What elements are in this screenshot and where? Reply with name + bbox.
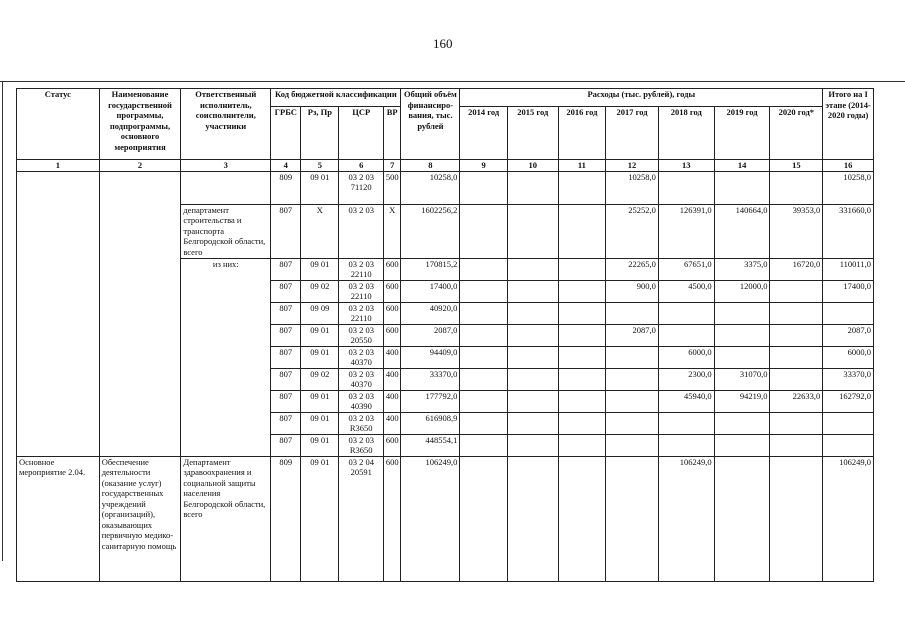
vr-cell: Х — [383, 204, 401, 258]
stage-total-cell: 162792,0 — [823, 390, 874, 412]
year-2020-cell — [770, 456, 823, 581]
rzpr-cell: 09 01 — [301, 171, 339, 204]
vr-cell: 600 — [383, 324, 401, 346]
year-2016-cell — [558, 390, 606, 412]
year-2017-cell — [606, 368, 659, 390]
vr-cell: 600 — [383, 302, 401, 324]
year-2017-cell — [606, 302, 659, 324]
year-2020-cell: 16720,0 — [770, 258, 823, 280]
grbs-cell: 809 — [271, 171, 301, 204]
csr-cell: 03 2 03 40370 — [339, 346, 383, 368]
header-year: 2015 год — [507, 107, 558, 160]
year-2015-cell — [507, 434, 558, 456]
csr-cell: 03 2 03 22110 — [339, 280, 383, 302]
total-volume-cell: 106249,0 — [401, 456, 460, 581]
table-row — [17, 171, 874, 204]
csr-cell: 03 2 03 R3650 — [339, 412, 383, 434]
executor-cell: департамент строительства и транспорта Белгородской области, всего — [181, 204, 271, 258]
column-number: 7 — [383, 160, 401, 172]
stage-total-cell: 106249,0 — [823, 456, 874, 581]
year-2017-cell — [606, 456, 659, 581]
total-volume-cell: 1602256,2 — [401, 204, 460, 258]
rzpr-cell: 09 02 — [301, 280, 339, 302]
year-2014-cell — [460, 171, 508, 204]
year-2014-cell — [460, 258, 508, 280]
year-2019-cell — [714, 412, 770, 434]
column-number: 14 — [714, 160, 770, 172]
year-2018-cell: 45940,0 — [658, 390, 714, 412]
year-2015-cell — [507, 302, 558, 324]
year-2018-cell: 6000,0 — [658, 346, 714, 368]
grbs-cell: 807 — [271, 324, 301, 346]
rzpr-cell: 09 02 — [301, 368, 339, 390]
year-2017-cell: 2087,0 — [606, 324, 659, 346]
year-2015-cell — [507, 280, 558, 302]
name-cell — [99, 171, 181, 456]
total-volume-cell: 33370,0 — [401, 368, 460, 390]
status-cell — [17, 171, 100, 456]
year-2019-cell — [714, 456, 770, 581]
stage-total-cell — [823, 434, 874, 456]
vr-cell: 500 — [383, 171, 401, 204]
column-number: 8 — [401, 160, 460, 172]
header-grbs: ГРБС — [271, 107, 301, 160]
csr-cell: 03 2 03 20550 — [339, 324, 383, 346]
year-2015-cell — [507, 412, 558, 434]
column-number: 10 — [507, 160, 558, 172]
grbs-cell: 807 — [271, 434, 301, 456]
rzpr-cell: 09 09 — [301, 302, 339, 324]
year-2016-cell — [558, 204, 606, 258]
year-2019-cell — [714, 171, 770, 204]
page-left-rule — [2, 81, 3, 561]
stage-total-cell — [823, 412, 874, 434]
stage-total-cell: 2087,0 — [823, 324, 874, 346]
header-expenses: Расходы (тыс. рублей), годы — [460, 89, 823, 107]
column-number: 13 — [658, 160, 714, 172]
rzpr-cell: 09 01 — [301, 258, 339, 280]
vr-cell: 600 — [383, 434, 401, 456]
year-2016-cell — [558, 412, 606, 434]
budget-table — [16, 88, 874, 582]
csr-cell: 03 2 03 R3650 — [339, 434, 383, 456]
year-2018-cell — [658, 302, 714, 324]
column-number: 15 — [770, 160, 823, 172]
stage-total-cell: 110011,0 — [823, 258, 874, 280]
rzpr-cell: 09 01 — [301, 412, 339, 434]
year-2016-cell — [558, 258, 606, 280]
year-2016-cell — [558, 434, 606, 456]
column-number: 16 — [823, 160, 874, 172]
event-row — [17, 456, 874, 581]
year-2020-cell — [770, 368, 823, 390]
grbs-cell: 807 — [271, 368, 301, 390]
year-2019-cell — [714, 302, 770, 324]
year-2018-cell — [658, 412, 714, 434]
year-2019-cell: 94219,0 — [714, 390, 770, 412]
header-total-volume: Общий объём финансиро-вания, тыс. рублей — [401, 89, 460, 160]
year-2018-cell: 106249,0 — [658, 456, 714, 581]
total-volume-cell: 170815,2 — [401, 258, 460, 280]
year-2016-cell — [558, 456, 606, 581]
rzpr-cell: 09 01 — [301, 346, 339, 368]
year-2017-cell: 900,0 — [606, 280, 659, 302]
header-year: 2016 год — [558, 107, 606, 160]
header-year: 2019 год — [714, 107, 770, 160]
year-2015-cell — [507, 346, 558, 368]
grbs-cell: 807 — [271, 412, 301, 434]
year-2014-cell — [460, 390, 508, 412]
year-2016-cell — [558, 280, 606, 302]
executor-cell: из них: — [181, 258, 271, 456]
grbs-cell: 809 — [271, 456, 301, 581]
column-number: 1 — [17, 160, 100, 172]
vr-cell: 400 — [383, 368, 401, 390]
column-number-row — [17, 160, 874, 172]
year-2017-cell — [606, 390, 659, 412]
year-2014-cell — [460, 434, 508, 456]
header-vr: ВР — [383, 107, 401, 160]
year-2015-cell — [507, 204, 558, 258]
header-csr: ЦСР — [339, 107, 383, 160]
year-2020-cell — [770, 280, 823, 302]
header-status: Статус — [17, 89, 100, 160]
csr-cell: 03 2 03 40390 — [339, 390, 383, 412]
stage-total-cell: 6000,0 — [823, 346, 874, 368]
year-2019-cell — [714, 434, 770, 456]
csr-cell: 03 2 03 71120 — [339, 171, 383, 204]
column-number: 2 — [99, 160, 181, 172]
year-2020-cell — [770, 302, 823, 324]
column-number: 3 — [181, 160, 271, 172]
column-number: 11 — [558, 160, 606, 172]
year-2017-cell: 22265,0 — [606, 258, 659, 280]
year-2018-cell: 4500,0 — [658, 280, 714, 302]
csr-cell: 03 2 04 20591 — [339, 456, 383, 581]
grbs-cell: 807 — [271, 346, 301, 368]
year-2020-cell: 39353,0 — [770, 204, 823, 258]
column-number: 4 — [271, 160, 301, 172]
year-2015-cell — [507, 324, 558, 346]
header-year: 2020 год* — [770, 107, 823, 160]
rzpr-cell: 09 01 — [301, 434, 339, 456]
stage-total-cell: 17400,0 — [823, 280, 874, 302]
executor-cell — [181, 171, 271, 204]
year-2016-cell — [558, 368, 606, 390]
total-volume-cell: 17400,0 — [401, 280, 460, 302]
vr-cell: 400 — [383, 390, 401, 412]
event-name-cell: Обеспечение деятельности (оказание услуг) государственных учреждений (организаций), оказывающих первичную медико-санитарную помощь — [99, 456, 181, 581]
year-2017-cell — [606, 346, 659, 368]
column-number: 9 — [460, 160, 508, 172]
year-2015-cell — [507, 258, 558, 280]
year-2020-cell — [770, 324, 823, 346]
event-status-cell: Основное мероприятие 2.04. — [17, 456, 100, 581]
grbs-cell: 807 — [271, 258, 301, 280]
csr-cell: 03 2 03 40370 — [339, 368, 383, 390]
total-volume-cell: 40920,0 — [401, 302, 460, 324]
year-2016-cell — [558, 346, 606, 368]
year-2015-cell — [507, 171, 558, 204]
total-volume-cell: 10258,0 — [401, 171, 460, 204]
column-number: 6 — [339, 160, 383, 172]
year-2014-cell — [460, 204, 508, 258]
grbs-cell: 807 — [271, 302, 301, 324]
vr-cell: 600 — [383, 456, 401, 581]
year-2014-cell — [460, 302, 508, 324]
year-2020-cell — [770, 346, 823, 368]
vr-cell: 400 — [383, 412, 401, 434]
year-2018-cell — [658, 324, 714, 346]
header-name: Наименование государственной программы, подпрограммы, основного мероприятия — [99, 89, 181, 160]
year-2016-cell — [558, 324, 606, 346]
year-2017-cell — [606, 434, 659, 456]
year-2014-cell — [460, 324, 508, 346]
year-2018-cell: 126391,0 — [658, 204, 714, 258]
year-2018-cell: 2300,0 — [658, 368, 714, 390]
year-2020-cell — [770, 412, 823, 434]
rzpr-cell: 09 01 — [301, 390, 339, 412]
vr-cell: 600 — [383, 280, 401, 302]
year-2015-cell — [507, 390, 558, 412]
csr-cell: 03 2 03 — [339, 204, 383, 258]
year-2014-cell — [460, 280, 508, 302]
total-volume-cell: 177792,0 — [401, 390, 460, 412]
year-2014-cell — [460, 456, 508, 581]
header-budget-code: Код бюджетной классификации — [271, 89, 401, 107]
stage-total-cell: 10258,0 — [823, 171, 874, 204]
year-2018-cell: 67651,0 — [658, 258, 714, 280]
rzpr-cell: 09 01 — [301, 456, 339, 581]
grbs-cell: 807 — [271, 390, 301, 412]
total-volume-cell: 2087,0 — [401, 324, 460, 346]
year-2019-cell: 140664,0 — [714, 204, 770, 258]
year-2019-cell: 31070,0 — [714, 368, 770, 390]
header-stage-total: Итого на I этапе (2014-2020 годы) — [823, 89, 874, 160]
year-2015-cell — [507, 456, 558, 581]
total-volume-cell: 94409,0 — [401, 346, 460, 368]
header-year: 2017 год — [606, 107, 659, 160]
rzpr-cell: 09 01 — [301, 324, 339, 346]
year-2020-cell — [770, 171, 823, 204]
vr-cell: 600 — [383, 258, 401, 280]
page-number: 160 — [433, 36, 453, 51]
year-2017-cell: 25252,0 — [606, 204, 659, 258]
year-2019-cell — [714, 324, 770, 346]
stage-total-cell — [823, 302, 874, 324]
year-2017-cell: 10258,0 — [606, 171, 659, 204]
header-executor: Ответственный исполнитель, соисполнители, участники — [181, 89, 271, 160]
grbs-cell: 807 — [271, 280, 301, 302]
year-2020-cell: 22633,0 — [770, 390, 823, 412]
year-2020-cell — [770, 434, 823, 456]
event-executor-cell: Департамент здравоохранения и социальной защиты населения Белгородской области, всего — [181, 456, 271, 581]
year-2019-cell — [714, 346, 770, 368]
stage-total-cell: 331660,0 — [823, 204, 874, 258]
year-2014-cell — [460, 412, 508, 434]
total-volume-cell: 448554,1 — [401, 434, 460, 456]
grbs-cell: 807 — [271, 204, 301, 258]
page-top-rule — [0, 81, 905, 82]
year-2017-cell — [606, 412, 659, 434]
rzpr-cell: Х — [301, 204, 339, 258]
header-year: 2018 год — [658, 107, 714, 160]
column-number: 5 — [301, 160, 339, 172]
year-2016-cell — [558, 302, 606, 324]
column-number: 12 — [606, 160, 659, 172]
year-2014-cell — [460, 346, 508, 368]
vr-cell: 400 — [383, 346, 401, 368]
total-volume-cell: 616908,9 — [401, 412, 460, 434]
header-rzpr: Рз, Пр — [301, 107, 339, 160]
stage-total-cell: 33370,0 — [823, 368, 874, 390]
year-2018-cell — [658, 171, 714, 204]
year-2019-cell: 3375,0 — [714, 258, 770, 280]
csr-cell: 03 2 03 22110 — [339, 302, 383, 324]
year-2018-cell — [658, 434, 714, 456]
year-2019-cell: 12000,0 — [714, 280, 770, 302]
year-2014-cell — [460, 368, 508, 390]
header-year: 2014 год — [460, 107, 508, 160]
year-2015-cell — [507, 368, 558, 390]
year-2016-cell — [558, 171, 606, 204]
csr-cell: 03 2 03 22110 — [339, 258, 383, 280]
